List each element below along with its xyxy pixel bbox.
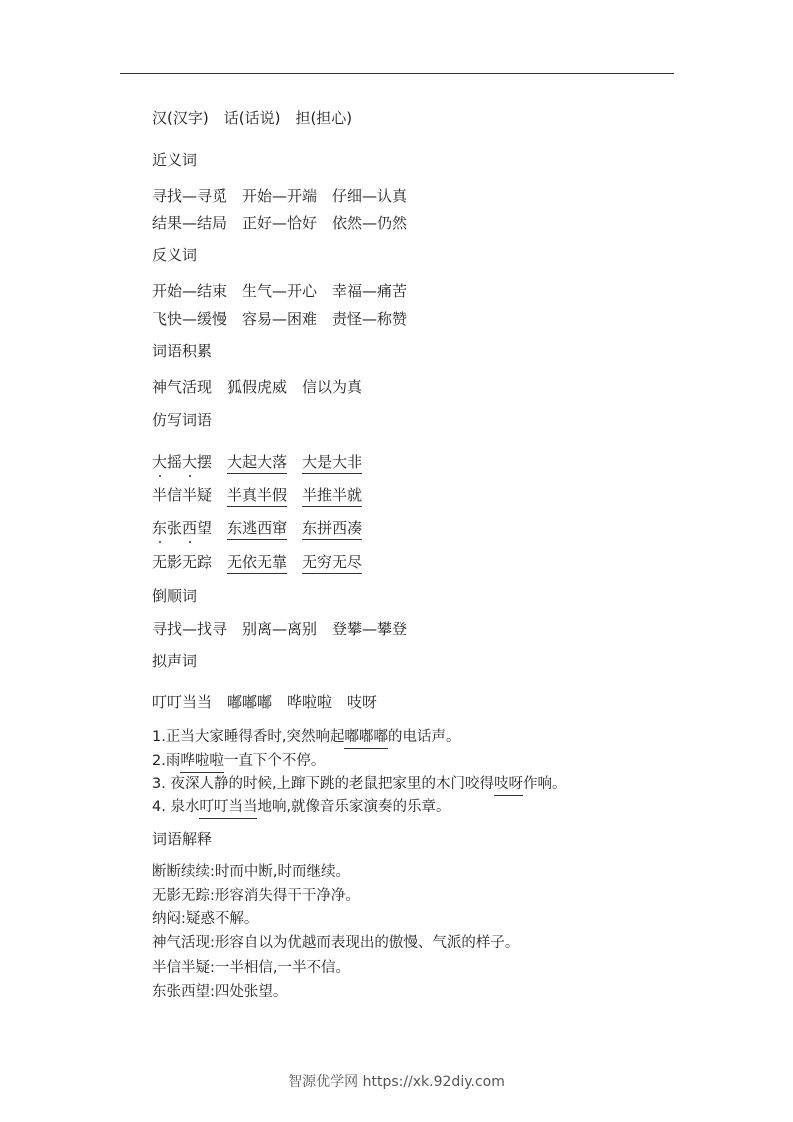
answer-word: 东逃西窜 (227, 518, 287, 540)
word-pair: 正好—恰好 (242, 214, 318, 232)
word-pair: 责怪—称赞 (332, 310, 408, 328)
word-pair: 别离—离别 (242, 620, 318, 638)
example-sentence: 4. 泉水叮叮当当地响,就像音乐家演奏的乐章。 (152, 797, 451, 819)
imitation-row (152, 485, 362, 507)
char-words-row (152, 108, 352, 128)
word-pair: 仔细—认真 (332, 187, 408, 205)
reverse-row (152, 619, 407, 639)
word-pair: 开始—结束 (152, 282, 228, 300)
answer-word: 大起大落 (227, 452, 287, 474)
synonyms-title: 近义词 (152, 151, 198, 169)
answer-word: 半真半假 (227, 485, 287, 507)
char-word: 担(担心) (295, 109, 353, 127)
example-sentence: 1.正当大家睡得香时,突然响起嘟嘟嘟的电话声。 (152, 727, 460, 749)
char-word: 话(话说) (223, 109, 281, 127)
model-word: 半信半疑 (152, 486, 213, 504)
answer-word: 半推半就 (302, 485, 362, 507)
antonyms-row (152, 309, 407, 329)
imitation-row (152, 452, 362, 474)
word-pair: 容易—困难 (242, 310, 318, 328)
explanation-item: 半信半疑:一半相信,一半不信。 (152, 960, 350, 976)
synonyms-row (152, 186, 407, 206)
explanation-item: 无影无踪:形容消失得干干净净。 (152, 888, 360, 904)
reverse-title: 倒顺词 (152, 587, 198, 605)
explanation-item: 东张西望:四处张望。 (152, 984, 288, 1000)
word-pair: 结果—结局 (152, 214, 228, 232)
header-rule (120, 73, 674, 74)
onomatopoeia-title: 拟声词 (152, 652, 198, 670)
imitation-title: 仿写词语 (152, 411, 213, 429)
sound-word: 哗啦啦 (287, 693, 333, 711)
char-word: 汉(汉字) (152, 109, 209, 127)
antonyms-row (152, 281, 407, 301)
accumulation-row (152, 377, 362, 397)
answer-word: 无依无靠 (227, 552, 287, 574)
example-sentence: 2.雨哗啦啦一直下个不停。 (152, 751, 325, 773)
imitation-row (152, 552, 362, 574)
explanation-item: 断断续续:时而中断,时而继续。 (152, 864, 350, 880)
footer-watermark: 智源优学网 https://xk.92diy.com (288, 1074, 505, 1090)
model-word: 东张西望 (152, 519, 213, 537)
accumulation-title: 词语积累 (152, 342, 213, 360)
onomatopoeia-row (152, 692, 377, 712)
answer-word: 无穷无尽 (302, 552, 362, 574)
explanation-item: 神气活现:形容自以为优越而表现出的傲慢、气派的样子。 (152, 935, 520, 951)
synonyms-row (152, 213, 407, 233)
word-pair: 登攀—攀登 (332, 620, 408, 638)
idiom: 狐假虎威 (227, 378, 288, 396)
idiom: 信以为真 (302, 378, 363, 396)
explain-title: 词语解释 (152, 830, 213, 848)
word-pair: 寻找—寻觅 (152, 187, 228, 205)
example-sentence: 3. 夜深人静的时候,上蹿下跳的老鼠把家里的木门咬得吱呀作响。 (152, 774, 567, 796)
word-pair: 幸福—痛苦 (332, 282, 408, 300)
model-word: 大摇大摆 (152, 453, 213, 471)
sound-word: 嘟嘟嘟 (227, 693, 273, 711)
imitation-row (152, 518, 362, 540)
word-pair: 开始—开端 (242, 187, 318, 205)
word-pair: 生气—开心 (242, 282, 318, 300)
model-word: 无影无踪 (152, 553, 213, 571)
sound-word: 叮叮当当 (152, 693, 213, 711)
answer-word: 大是大非 (302, 452, 362, 474)
antonyms-title: 反义词 (152, 246, 198, 264)
answer-word: 东拼西凑 (302, 518, 362, 540)
word-pair: 依然—仍然 (332, 214, 408, 232)
sound-word: 吱呀 (347, 693, 378, 711)
idiom: 神气活现 (152, 378, 213, 396)
word-pair: 寻找—找寻 (152, 620, 228, 638)
explanation-item: 纳闷:疑惑不解。 (152, 911, 259, 927)
word-pair: 飞快—缓慢 (152, 310, 228, 328)
